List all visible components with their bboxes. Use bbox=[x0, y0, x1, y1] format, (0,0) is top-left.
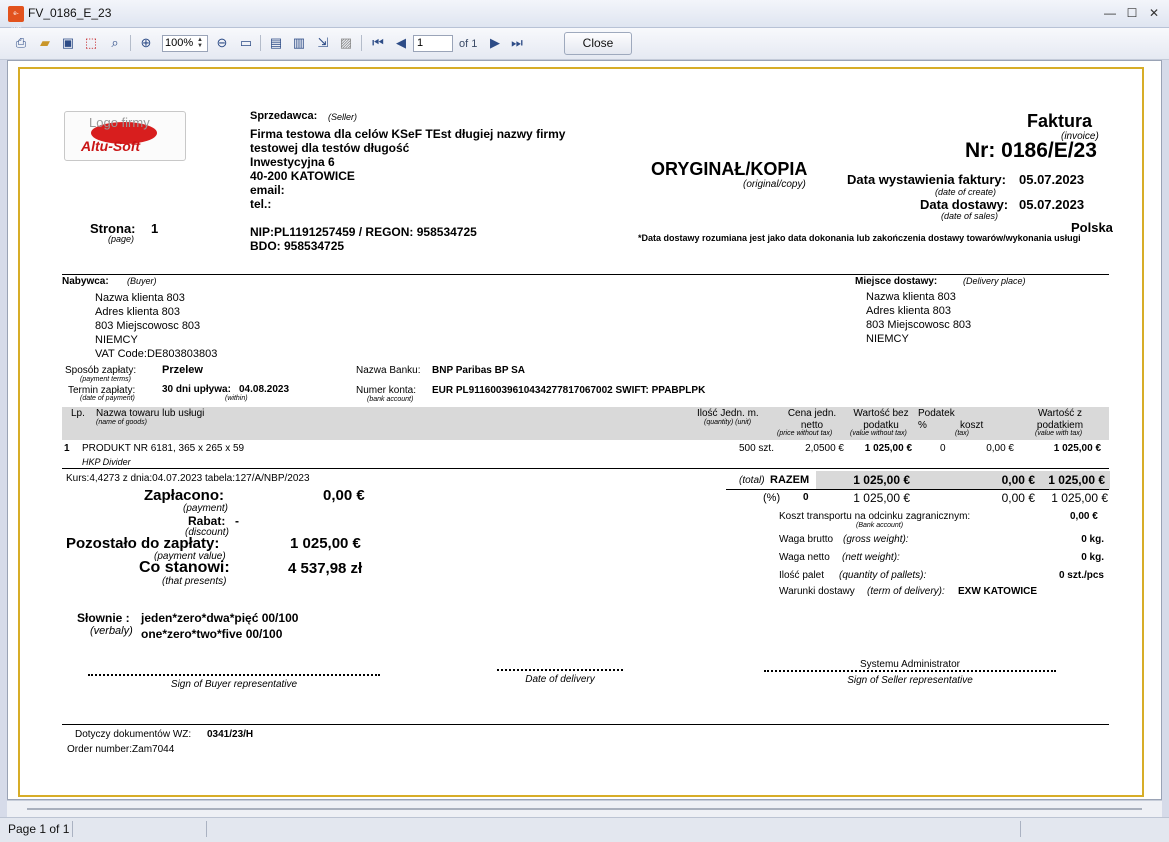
company-logo bbox=[64, 111, 186, 161]
row-sub: HKP Divider bbox=[82, 457, 131, 467]
payment-term-en: (date of payment) bbox=[80, 395, 135, 402]
issue-date: 05.07.2023 bbox=[1019, 172, 1085, 187]
fit-page-icon[interactable]: ▭ bbox=[239, 35, 253, 50]
delivery-terms-value: EXW KATOWICE bbox=[958, 586, 1038, 597]
pct-label: (%) bbox=[763, 492, 781, 504]
delivery-date-signature: Date of delivery bbox=[525, 674, 595, 685]
payment-method: Przelew bbox=[162, 364, 203, 376]
row-tax-pct: 0 bbox=[940, 443, 946, 454]
delivery-place-line: Nazwa klienta 803 bbox=[866, 291, 956, 303]
transport-en: (Bank account) bbox=[856, 522, 904, 529]
toolbar bbox=[0, 28, 1169, 60]
seller-bdo: BDO: 958534725 bbox=[250, 239, 345, 253]
invoice-page bbox=[18, 67, 1144, 797]
close-button[interactable]: Close bbox=[564, 32, 632, 55]
row-net: 1 025,00 € bbox=[864, 443, 912, 454]
title-bar bbox=[0, 0, 1169, 28]
col-net-en: (value without tax) bbox=[850, 430, 907, 437]
payment-method-en: (payment terms) bbox=[80, 376, 131, 383]
prev-page-icon[interactable]: ◀ bbox=[396, 35, 406, 50]
delivery-place-en: (Delivery place) bbox=[963, 276, 1026, 286]
window-title: FV_0186_E_23 bbox=[28, 6, 112, 20]
paid-value: 0,00 € bbox=[323, 487, 365, 504]
seller-line: email: bbox=[250, 183, 285, 197]
delivery-place-label: Miejsce dostawy: bbox=[855, 276, 938, 287]
gross-weight-en: (gross weight): bbox=[843, 534, 909, 545]
col-gross: Wartość z podatkiem bbox=[1036, 408, 1084, 431]
last-page-icon[interactable]: ⏭ bbox=[511, 35, 523, 50]
zoom-input[interactable]: 100% ▲ ▼ bbox=[162, 35, 208, 52]
payment-method-label: Sposób zapłaty: bbox=[65, 365, 137, 376]
col-price: Cena jedn. netto bbox=[787, 408, 837, 431]
gross-weight-value: 0 kg. bbox=[1081, 534, 1104, 545]
col-tax-amt: koszt bbox=[960, 420, 984, 431]
col-qty: Ilość Jedn. m. bbox=[697, 408, 759, 419]
app-icon: e- bbox=[8, 6, 24, 22]
logo-brand: Altu-Soft bbox=[81, 138, 141, 154]
horizontal-scrollbar[interactable] bbox=[7, 800, 1162, 817]
discount-en: (discount) bbox=[185, 527, 229, 538]
delivery-date-en: (date of sales) bbox=[941, 211, 999, 221]
single-page-icon[interactable]: ▤ bbox=[269, 35, 283, 50]
order-number: Order number:Zam7044 bbox=[67, 744, 175, 755]
delivery-place-line: 803 Miejscowosc 803 bbox=[866, 319, 972, 331]
buyer-label: Nabywca: bbox=[62, 276, 109, 287]
account-label: Numer konta: bbox=[356, 385, 417, 396]
net-weight-value: 0 kg. bbox=[1081, 552, 1104, 563]
invoice-title: Faktura bbox=[1027, 111, 1093, 131]
paid-label: Zapłacono: bbox=[144, 487, 225, 504]
seller-rep-name: Systemu Administrator bbox=[859, 659, 961, 670]
page-value: 1 bbox=[151, 221, 159, 236]
paid-en: (payment) bbox=[183, 503, 229, 514]
zoom-in-icon[interactable]: ⊕ bbox=[140, 35, 152, 50]
seller-line: tel.: bbox=[250, 197, 272, 211]
account-en: (bank account) bbox=[367, 396, 414, 403]
in-words-en-text: one*zero*two*five 00/100 bbox=[141, 627, 283, 641]
net-weight-label: Waga netto bbox=[779, 552, 830, 563]
row-gross: 1 025,00 € bbox=[1053, 443, 1101, 454]
transport-value: 0,00 € bbox=[1070, 511, 1098, 522]
delivery-place-line: Adres klienta 803 bbox=[866, 305, 951, 317]
remaining-en: (payment value) bbox=[154, 551, 226, 562]
buyer-line: VAT Code:DE803803803 bbox=[95, 348, 218, 360]
discount-label: Rabat: bbox=[188, 514, 226, 528]
delivery-place-line: NIEMCY bbox=[866, 333, 909, 345]
report-viewer bbox=[7, 60, 1162, 800]
buyer-label-en: (Buyer) bbox=[127, 276, 157, 286]
maximize-button[interactable]: ☐ bbox=[1126, 6, 1138, 20]
equals-value: 4 537,98 zł bbox=[288, 560, 363, 577]
seller-line: Inwestycyjna 6 bbox=[250, 155, 335, 169]
original-copy-title: ORYGINAŁ/KOPIA bbox=[651, 159, 808, 179]
discount-value: - bbox=[235, 514, 239, 528]
find-icon[interactable]: ⌕ bbox=[111, 35, 119, 50]
open-icon[interactable]: ▰ bbox=[40, 35, 50, 50]
delivery-terms-label: Warunki dostawy bbox=[779, 586, 855, 597]
buyer-line: NIEMCY bbox=[95, 334, 138, 346]
pct-gross: 1 025,00 € bbox=[1051, 491, 1108, 505]
minimize-button[interactable]: — bbox=[1104, 6, 1116, 20]
col-tax-pct: Podatek % bbox=[918, 408, 955, 431]
two-page-icon[interactable]: ▥ bbox=[292, 35, 306, 50]
delivery-date-label: Data dostawy: bbox=[920, 197, 1009, 212]
in-words-pl: jeden*zero*dwa*pięć 00/100 bbox=[141, 611, 299, 625]
in-words-label: Słownie : bbox=[77, 611, 130, 625]
wz-label: Dotyczy dokumentów WZ: bbox=[75, 729, 192, 740]
row-lp: 1 bbox=[64, 443, 70, 454]
print-icon[interactable]: ⎙ bbox=[15, 35, 27, 50]
col-net: Wartość bez podatku bbox=[853, 408, 909, 431]
seller-line: 40-200 KATOWICE bbox=[250, 169, 355, 183]
buyer-signature: Sign of Buyer representative bbox=[170, 679, 298, 690]
payment-term-within: (within) bbox=[225, 395, 248, 402]
delivery-note: *Data dostawy rozumiana jest jako data dokonania lub zakończenia dostawy towarów/wykonania usługi bbox=[638, 233, 1081, 243]
account-number: EUR PL91160039610434277817067002 SWIFT: PPABPLPK bbox=[432, 385, 706, 396]
col-price-en: (price without tax) bbox=[777, 430, 833, 437]
equals-label: Co stanowi: bbox=[139, 559, 230, 576]
remaining-label: Pozostało do zapłaty: bbox=[66, 535, 220, 552]
bank-name: BNP Paribas BP SA bbox=[432, 365, 526, 376]
col-lp: Lp. bbox=[71, 408, 85, 419]
row-qty: 500 szt. bbox=[738, 443, 774, 454]
issue-date-en: (date of create) bbox=[935, 187, 997, 197]
total-label: RAZEM bbox=[770, 474, 810, 486]
row-price: 2,0500 € bbox=[805, 443, 844, 454]
seller-line: testowej dla testów długość bbox=[250, 141, 410, 155]
in-words-en: (verbaly) bbox=[90, 625, 133, 637]
pallets-value: 0 szt./pcs bbox=[1058, 570, 1104, 581]
equals-en: (that presents) bbox=[162, 576, 227, 587]
scrollbar-track[interactable] bbox=[27, 808, 1142, 810]
first-page-icon[interactable]: ⏮ bbox=[372, 35, 384, 50]
total-net: 1 025,00 € bbox=[853, 473, 910, 487]
delivery-date: 05.07.2023 bbox=[1019, 197, 1085, 212]
payment-term-label: Termin zapłaty: bbox=[68, 385, 136, 396]
invoice-title-en: (invoice) bbox=[1061, 131, 1099, 142]
gross-weight-label: Waga brutto bbox=[779, 534, 834, 545]
zoom-spinner[interactable]: ▲ ▼ bbox=[197, 37, 203, 49]
pallets-label: Ilość palet bbox=[779, 570, 825, 581]
country: Polska bbox=[1071, 220, 1113, 235]
pallets-en: (quantity of pallets): bbox=[839, 570, 927, 581]
issue-date-label: Data wystawienia faktury: bbox=[847, 172, 1006, 187]
zoom-out-icon[interactable]: ⊖ bbox=[216, 35, 228, 50]
total-gross: 1 025,00 € bbox=[1048, 473, 1105, 487]
original-copy-en: (original/copy) bbox=[743, 179, 806, 190]
total-label-en: (total) bbox=[739, 475, 765, 486]
seller-signature: Sign of Seller representative bbox=[847, 675, 973, 686]
pct-net: 1 025,00 € bbox=[853, 491, 910, 505]
net-weight-en: (nett weight): bbox=[842, 552, 900, 563]
logo-caption: Logo firmy bbox=[89, 115, 150, 130]
transport-label: Koszt transportu na odcinku zagranicznym: bbox=[779, 511, 971, 522]
seller-label-en: (Seller) bbox=[328, 112, 358, 122]
payment-term: 30 dni upływa: bbox=[162, 384, 231, 395]
next-page-icon[interactable]: ▶ bbox=[490, 35, 500, 50]
delivery-terms-en: (term of delivery): bbox=[867, 586, 945, 597]
page-label: Strona: bbox=[90, 221, 136, 236]
page-status: Page 1 of 1 bbox=[8, 822, 70, 836]
export-icon[interactable]: ⇲ bbox=[317, 35, 329, 50]
buyer-line: Nazwa klienta 803 bbox=[95, 292, 185, 304]
pdf-icon[interactable]: ⬚ bbox=[84, 35, 98, 50]
total-tax: 0,00 € bbox=[1001, 473, 1035, 487]
seller-nip: NIP:PL1191257459 / REGON: 958534725 bbox=[250, 225, 477, 239]
page-of-label: of 1 bbox=[459, 38, 478, 50]
row-tax-amt: 0,00 € bbox=[986, 443, 1014, 454]
pct-tax: 0,00 € bbox=[1001, 491, 1035, 505]
row-name: PRODUKT NR 6181, 365 x 265 x 59 bbox=[82, 443, 245, 454]
settings-icon[interactable]: ▨ bbox=[339, 35, 353, 50]
seller-label: Sprzedawca: bbox=[250, 110, 318, 122]
pct-value: 0 bbox=[803, 492, 809, 503]
exchange-rate: Kurs:4,4273 z dnia:04.07.2023 tabela:127/A/NBP/2023 bbox=[66, 473, 310, 484]
col-name: Nazwa towaru lub usługi bbox=[96, 408, 205, 419]
close-window-button[interactable]: ✕ bbox=[1148, 6, 1160, 20]
col-gross-en: (value with tax) bbox=[1035, 430, 1083, 437]
page-number-input[interactable]: 1 bbox=[413, 35, 453, 52]
payment-term-date: 04.08.2023 bbox=[239, 384, 290, 395]
remaining-value: 1 025,00 € bbox=[290, 535, 361, 552]
col-tax-en: (tax) bbox=[955, 430, 969, 437]
wz-value: 0341/23/H bbox=[207, 729, 254, 740]
col-qty-en: (quantity) (unit) bbox=[704, 419, 752, 426]
seller-line: Firma testowa dla celów KSeF TEst długiej nazwy firmy bbox=[250, 127, 566, 141]
bank-label: Nazwa Banku: bbox=[356, 365, 421, 376]
invoice-number: Nr: 0186/E/23 bbox=[965, 139, 1097, 162]
save-icon[interactable]: ▣ bbox=[61, 35, 75, 50]
status-bar bbox=[0, 817, 1169, 842]
col-name-en: (name of goods) bbox=[96, 419, 147, 426]
buyer-line: 803 Miejscowosc 803 bbox=[95, 320, 201, 332]
page-label-en: (page) bbox=[108, 234, 135, 244]
buyer-line: Adres klienta 803 bbox=[95, 306, 180, 318]
